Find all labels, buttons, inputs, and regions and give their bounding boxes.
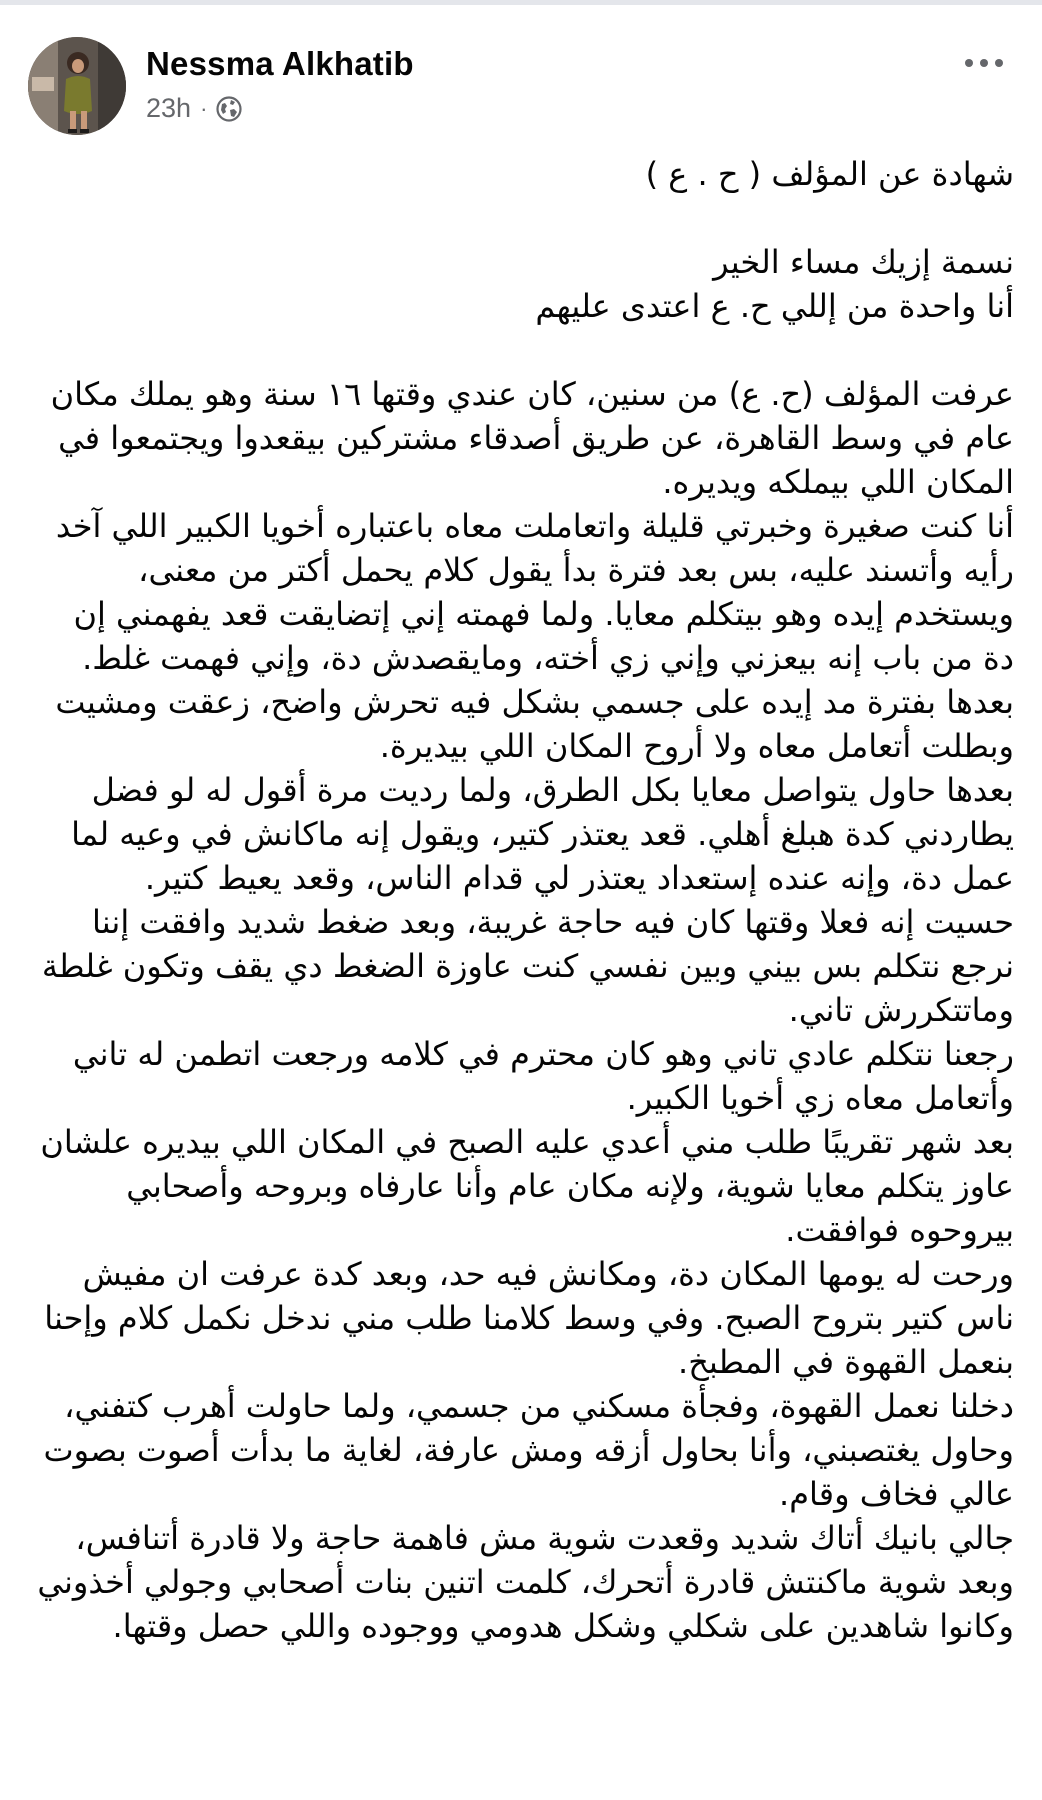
author-avatar[interactable]	[28, 37, 126, 135]
post-paragraph: بعدها حاول يتواصل معايا بكل الطرق، ولما رديت مرة أقول له لو فضل يطاردني كدة هبلغ أهلي. قعد يعتذر كتير، ويقول إنه ماكانش في وعيه لما عمل دة، وإنه عنده إستعداد يعتذر لي قدام الناس، وقعد يعيط كتير.	[71, 771, 1014, 897]
blank-line	[34, 196, 1014, 240]
post-paragraph: بعد شهر تقريبًا طلب مني أعدي عليه الصبح في المكان اللي بيديره علشان عاوز يتكلم معايا شوية، ولإنه مكان عام وأنا عارفاه وبروحه وأصحابي بيروحوه فوافقت.	[40, 1123, 1014, 1249]
post-paragraph: ورحت له يومها المكان دة، ومكانش فيه حد، وبعد كدة عرفت ان مفيش ناس كتير بتروح الصبح. وفي وسط كلامنا طلب مني ندخل نكمل كلام وإحنا بنعمل القهوة في المطبخ.	[44, 1255, 1014, 1381]
post-paragraph: حسيت إنه فعلا وقتها كان فيه حاجة غريبة، وبعد ضغط شديد وافقت إننا نرجع نتكلم بس بيني وبين نفسي كنت عاوزة الضغط دي يقف وتكون غلطة وماتتكررش تاني.	[41, 903, 1014, 1029]
post-paragraph: بعدها بفترة مد إيده على جسمي بشكل فيه تحرش واضح، زعقت ومشيت وبطلت أتعامل معاه ولا أروح المكان اللي بيديرة.	[55, 683, 1014, 765]
post-text	[34, 152, 1014, 1648]
post-paragraph: نسمة إزيك مساء الخير	[713, 243, 1014, 281]
post-paragraph: دخلنا نعمل القهوة، وفجأة مسكني من جسمي، ولما حاولت أهرب كتفني، وحاول يغتصبني، وأنا بحاول أزقه ومش عارفة، لغاية ما بدأت أصوت بصوت عالي فخاف وقام.	[43, 1387, 1014, 1513]
post-paragraph: رجعنا نتكلم عادي تاني وهو كان محترم في كلامه ورجعت اتطمن له تاني وأتعامل معاه زي أخويا الكبير.	[72, 1035, 1014, 1117]
post-timestamp[interactable]: 23h	[146, 93, 192, 123]
post-paragraph: عرفت المؤلف (ح. ع) من سنين، كان عندي وقتها ١٦ سنة وهو يملك مكان عام في وسط القاهرة، عن طريق أصدقاء مشتركين بيقعدوا ويجتمعوا في المكان اللي بيملكه ويديره.	[50, 375, 1014, 501]
author-name[interactable]: Nessma Alkhatib	[146, 45, 414, 82]
more-options-button[interactable]	[956, 45, 1012, 81]
avatar-photo	[28, 37, 126, 135]
post-meta	[146, 93, 242, 124]
post-paragraph: جالي بانيك أتاك شديد وقعدت شوية مش فاهمة حاجة ولا قادرة أتنافس، وبعد شوية ماكنتش قادرة أتحرك، كلمت اتنين بنات أصحابي وجولي أخذوني وكانوا شاهدين على شكلي وشكل هدومي ووجوده واللي حصل وقتها.	[37, 1519, 1014, 1645]
post-paragraph: أنا كنت صغيرة وخبرتي قليلة واتعاملت معاه باعتباره أخويا الكبير اللي آخد رأيه وأتسند عليه، بس بعد فترة بدأ يقول كلام يحمل أكتر من معنى، ويستخدم إيده وهو بيتكلم معايا. ولما فهمته إني إتضايقت قعد يفهمني إن دة من باب إنه بيعزني وإني زي أخته، ومايقصدش دة، وإني فهمت غلط.	[55, 507, 1014, 677]
meta-separator: ·	[200, 95, 208, 121]
blank-line	[34, 328, 1014, 372]
post-paragraph: أنا واحدة من إللي ح. ع اعتدى عليهم	[535, 287, 1014, 325]
more-options-icon	[964, 58, 1004, 68]
post-paragraph: شهادة عن المؤلف ( ح . ع )	[645, 155, 1014, 193]
post-header	[0, 5, 1042, 125]
globe-icon	[216, 96, 242, 122]
